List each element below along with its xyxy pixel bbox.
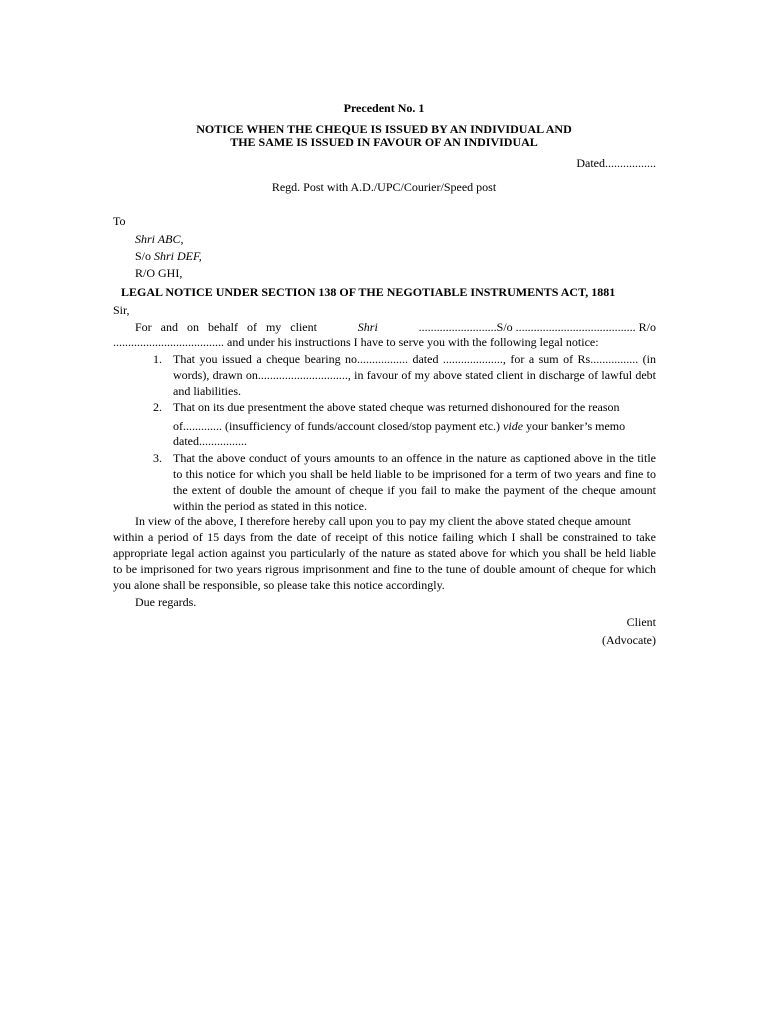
intro-line-1 [135, 319, 656, 335]
conclusion-rest: within a period of 15 days from the date of receipt of this notice failing which I shall be constrained to take appropriate legal action against you particularly of the nature as stated above for which you shall be held liable to be imprisoned for two years rigrous imprisonment and fine to the tune of double amount of cheque for which you alone shall be responsible, so please take this notice accordingly. [113, 530, 656, 592]
intro-line-2: ..................................... and under his instructions I have to serve you with the following legal notice: [113, 335, 599, 349]
precedent-number: Precedent No. 1 [343, 101, 425, 115]
item-3-number: 3. [153, 451, 162, 465]
title-line-1: NOTICE WHEN THE CHEQUE IS ISSUED BY AN INDIVIDUAL AND [196, 122, 572, 136]
intro-shri: Shri [357, 320, 378, 334]
item-3-text: That the above conduct of yours amounts to an offence in the nature as captioned above in the title to this notice for which you shall be held liable to be imprisoned for a term of two years and fine to the extent of double the amount of cheque if you fail to make the payment of the cheque amount within the period as stated in this notice. [173, 451, 656, 513]
item-1-number: 1. [153, 352, 162, 366]
intro-prefix: For and on behalf of my client [135, 320, 317, 334]
subject-line: LEGAL NOTICE UNDER SECTION 138 OF THE NEGOTIABLE INSTRUMENTS ACT, 1881 [121, 285, 616, 299]
conclusion-line-1: In view of the above, I therefore hereby call upon you to pay my client the above stated cheque amount [135, 514, 631, 528]
post-mode: Regd. Post with A.D./UPC/Courier/Speed post [271, 180, 497, 194]
dated-line: Dated................. [576, 156, 656, 170]
due-regards: Due regards. [135, 595, 197, 609]
addressee-father: S/o Shri DEF, [135, 249, 202, 263]
salutation: Sir, [113, 303, 130, 317]
item-2-line-1: That on its due presentment the above stated cheque was returned dishonoured for the reason [173, 400, 620, 414]
addressee-name: Shri ABC, [135, 232, 184, 246]
to-label: To [113, 214, 126, 228]
item-2-line-3: dated................ [173, 434, 247, 448]
item-2-number: 2. [153, 400, 162, 414]
addressee-residence: R/O GHI, [135, 266, 183, 280]
signature-advocate: (Advocate) [602, 633, 656, 647]
item-2-line-2: of............. (insufficiency of funds/account closed/stop payment etc.) vide your banker’s memo [173, 419, 626, 433]
item-1-text: That you issued a cheque bearing no................. dated ...................., for a sum of Rs................ (in words), drawn on.............................., in favour of my above stated client in discharge of lawful debt and liabilities. [173, 352, 656, 398]
title-line-2: THE SAME IS ISSUED IN FAVOUR OF AN INDIVIDUAL [230, 135, 538, 149]
signature-client: Client [626, 615, 656, 629]
intro-rest: ..........................S/o ........................................ R/o [418, 320, 656, 334]
